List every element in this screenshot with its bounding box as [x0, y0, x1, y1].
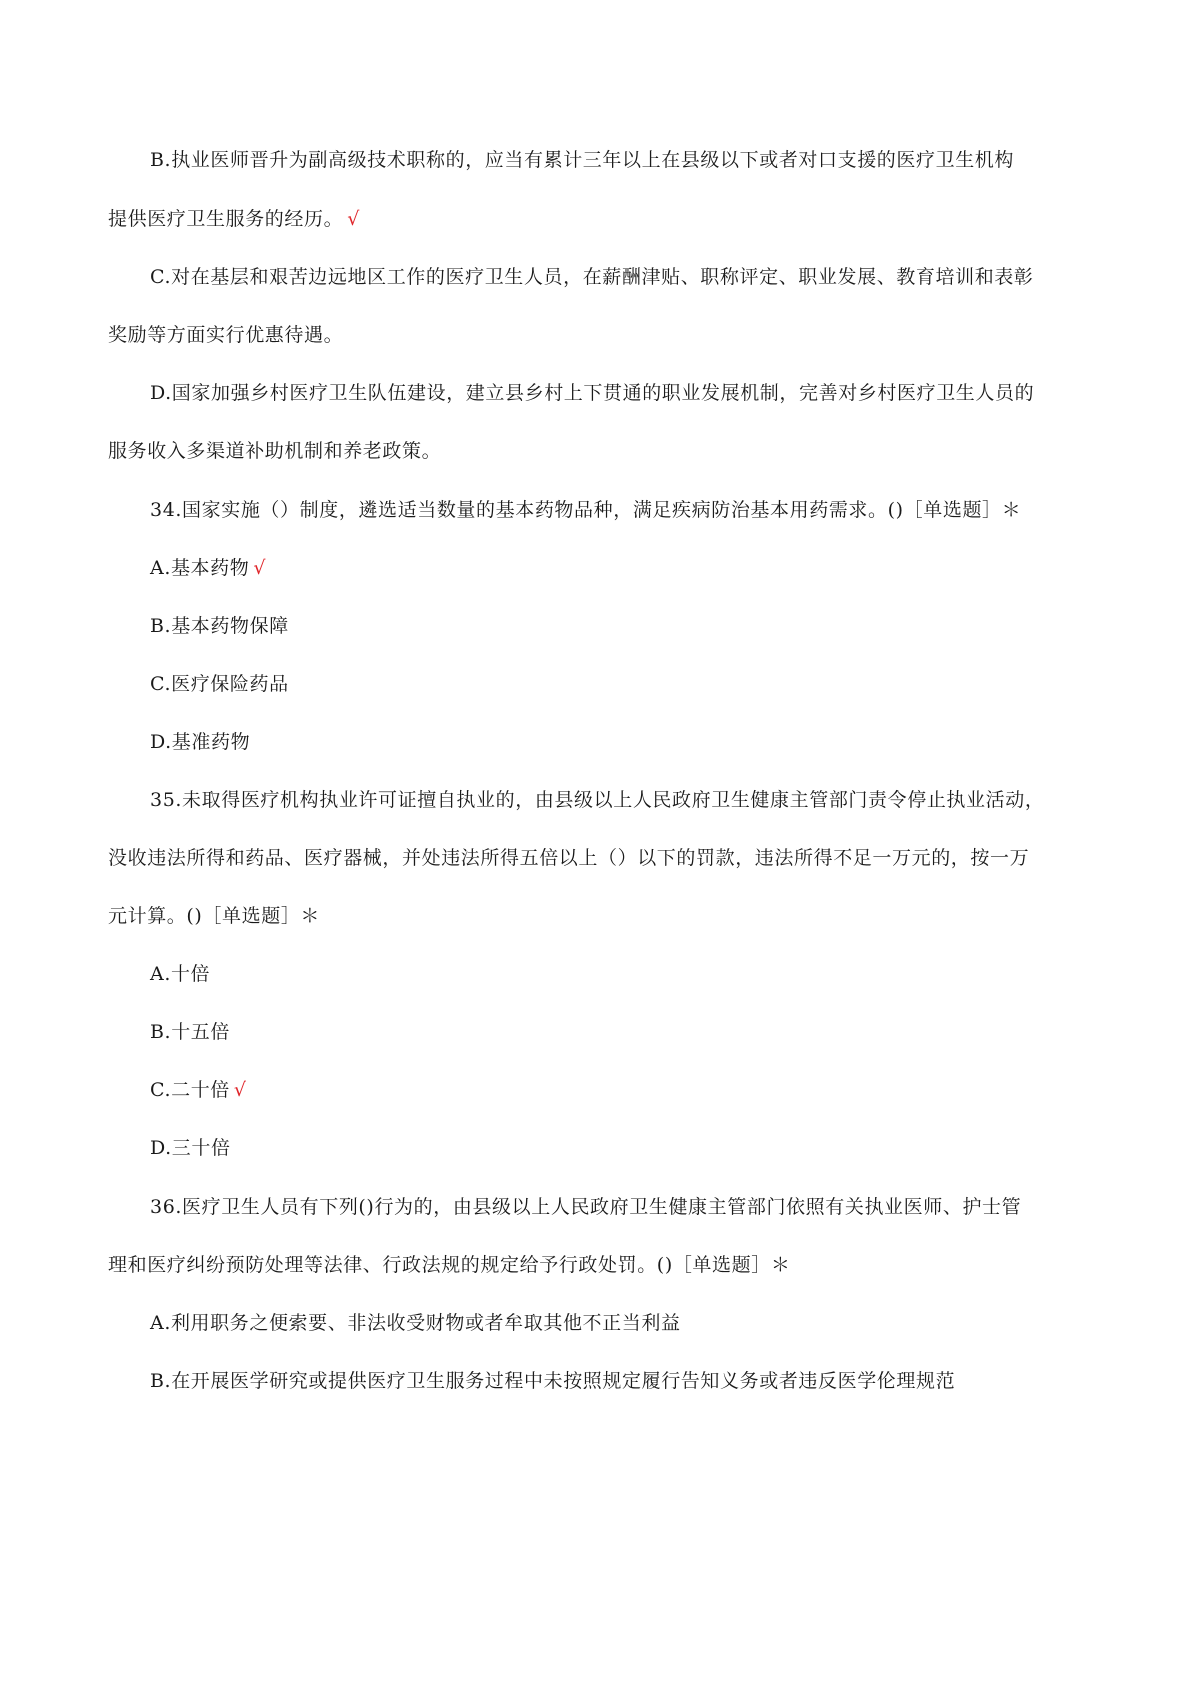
q35-option-a — [150, 961, 210, 987]
q33-option-d-text2: 服务收入多渠道补助机制和养老政策。 — [108, 440, 442, 462]
q36-stem-text2: 理和医疗纠纷预防处理等法律、行政法规的规定给予行政处罚。()［单选题］＊ — [108, 1254, 791, 1276]
q33-option-b-line1 — [150, 147, 1014, 173]
q35-option-d — [150, 1135, 231, 1161]
correct-check-mark: √ — [347, 208, 360, 230]
q35-option-a-text: A.十倍 — [150, 963, 211, 985]
q34-option-c — [150, 671, 289, 697]
q34-option-a — [150, 555, 266, 581]
correct-check-mark: √ — [233, 1079, 247, 1101]
q35-stem-text1: 35.未取得医疗机构执业许可证擅自执业的，由县级以上人民政府卫生健康主管部门责令停止执业活动， — [150, 789, 1045, 811]
q36-stem-line1 — [150, 1194, 1021, 1220]
q33-option-b-text1: B.执业医师晋升为副高级技术职称的，应当有累计三年以上在县级以下或者对口支援的医疗卫生机构 — [150, 149, 1015, 171]
q33-option-b-line2 — [108, 206, 360, 232]
q36-option-a — [150, 1310, 681, 1336]
q34-option-d — [150, 729, 250, 755]
q36-stem-line2 — [108, 1252, 790, 1278]
q35-option-c — [150, 1077, 247, 1103]
q35-stem-text3: 元计算。()［单选题］＊ — [108, 905, 321, 927]
q34-option-b — [150, 613, 289, 639]
q36-stem-text1: 36.医疗卫生人员有下列()行为的，由县级以上人民政府卫生健康主管部门依照有关执业医师、护士管 — [150, 1196, 1022, 1218]
q34-option-a-text: A.基本药物 — [150, 557, 250, 579]
q35-stem-line1 — [150, 787, 1044, 813]
q35-stem-line3 — [108, 903, 320, 929]
q34-option-d-text: D.基准药物 — [150, 731, 251, 753]
q33-option-b-text2: 提供医疗卫生服务的经历。 — [108, 208, 344, 230]
q35-stem-text2: 没收违法所得和药品、医疗器械，并处违法所得五倍以上（）以下的罚款，违法所得不足一万元的，按一万 — [108, 847, 1030, 869]
q34-stem — [150, 497, 1021, 523]
q33-option-d-line2 — [108, 438, 441, 464]
q36-option-b — [150, 1368, 955, 1394]
q35-option-b-text: B.十五倍 — [150, 1021, 231, 1043]
q34-option-c-text: C.医疗保险药品 — [150, 673, 289, 695]
q35-option-c-text: C.二十倍 — [150, 1079, 230, 1101]
q33-option-d-line1 — [150, 380, 1034, 406]
q34-stem-text: 34.国家实施（）制度，遴选适当数量的基本药物品种，满足疾病防治基本用药需求。()［单选题］＊ — [150, 499, 1022, 521]
q36-option-b-text: B.在开展医学研究或提供医疗卫生服务过程中未按照规定履行告知义务或者违反医学伦理规范 — [150, 1370, 956, 1392]
correct-check-mark: √ — [253, 557, 267, 579]
q36-option-a-text: A.利用职务之便索要、非法收受财物或者牟取其他不正当利益 — [150, 1312, 681, 1334]
q35-stem-line2 — [108, 845, 1029, 871]
q33-option-c-text2: 奖励等方面实行优惠待遇。 — [108, 324, 344, 346]
q34-option-b-text: B.基本药物保障 — [150, 615, 289, 637]
q35-option-b — [150, 1019, 230, 1045]
q33-option-c-line2 — [108, 322, 343, 348]
q33-option-c-text1: C.对在基层和艰苦边远地区工作的医疗卫生人员，在薪酬津贴、职称评定、职业发展、教育培训和表彰 — [150, 266, 1034, 288]
q33-option-c-line1 — [150, 264, 1034, 290]
q35-option-d-text: D.三十倍 — [150, 1137, 231, 1159]
q33-option-d-text1: D.国家加强乡村医疗卫生队伍建设，建立县乡村上下贯通的职业发展机制，完善对乡村医疗卫生人员的 — [150, 382, 1035, 404]
